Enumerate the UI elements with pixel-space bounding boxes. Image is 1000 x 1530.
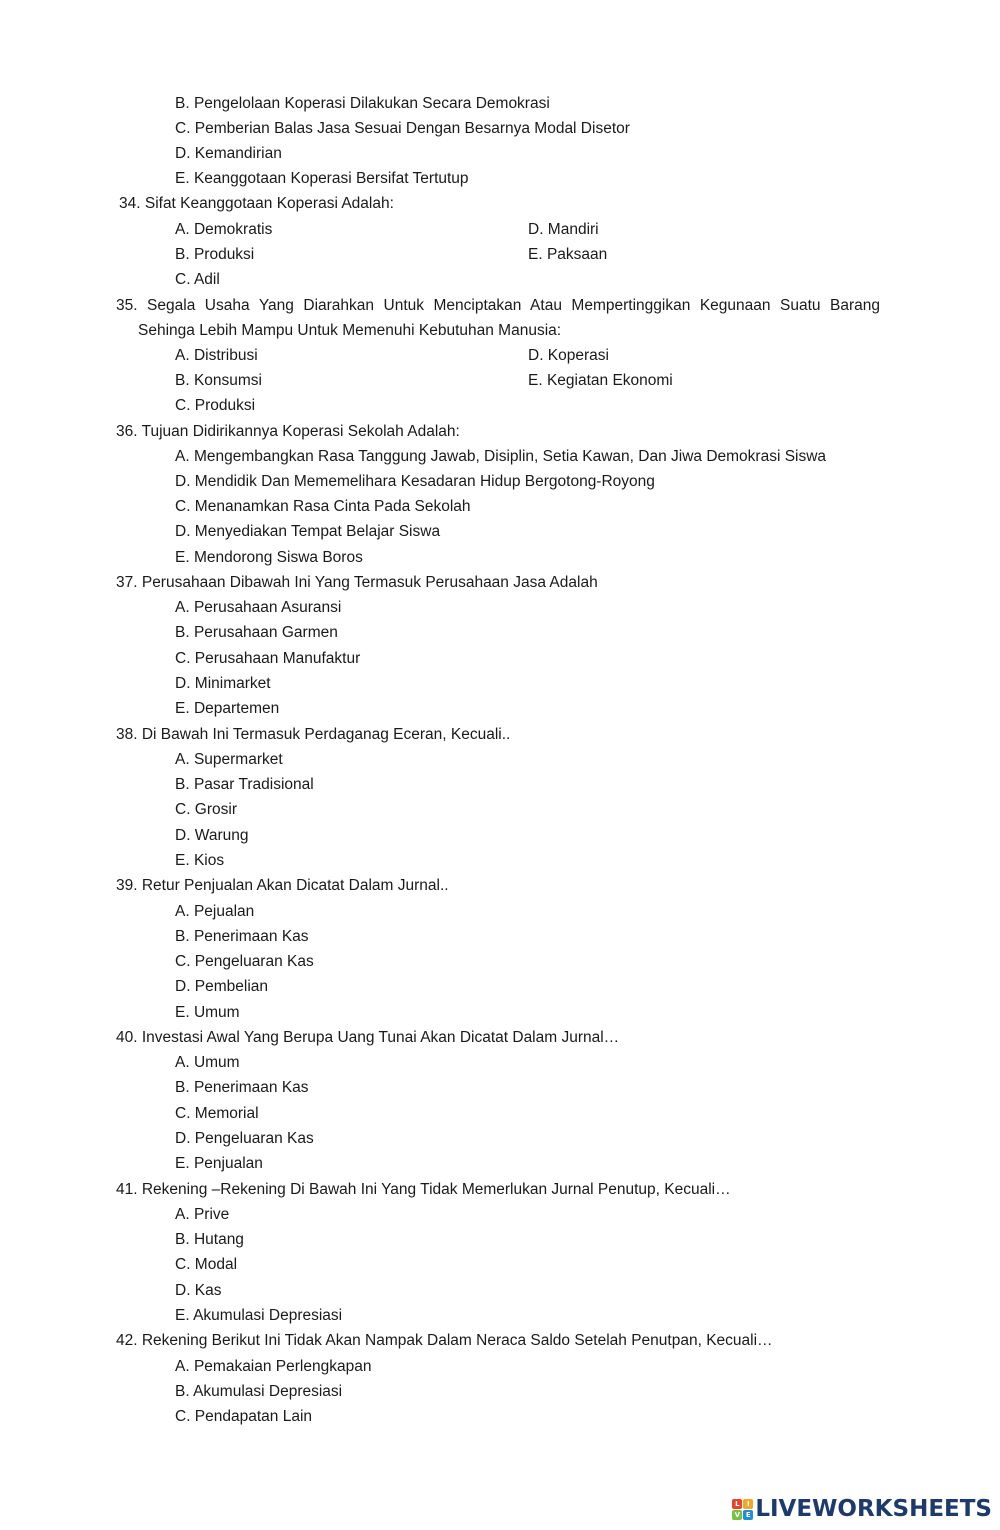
option-line: A. Supermarket (175, 751, 283, 768)
option-line: E. Umum (175, 1004, 240, 1021)
logo-mark-letter: E (743, 1510, 753, 1520)
option-line: A. Pejualan (175, 903, 255, 920)
option-line: E. Mendorong Siswa Boros (175, 549, 363, 566)
option-line: D. Minimarket (175, 675, 271, 692)
question-40: 40. Investasi Awal Yang Berupa Uang Tunai Akan Dicatat Dalam Jurnal… (116, 1029, 620, 1046)
option-line: D. Warung (175, 827, 249, 844)
option-line: A. Umum (175, 1054, 240, 1071)
option-line: A. Distribusi (175, 347, 258, 364)
option-line: A. Prive (175, 1206, 230, 1223)
liveworksheets-logo-icon (732, 1499, 753, 1520)
option-line: C. Grosir (175, 801, 237, 818)
option-line: A. Mengembangkan Rasa Tanggung Jawab, Disiplin, Setia Kawan, Dan Jiwa Demokrasi Siswa (175, 448, 827, 465)
option-line: C. Adil (175, 271, 220, 288)
option-line: E. Penjualan (175, 1155, 263, 1172)
option-line: D. Koperasi (528, 347, 609, 364)
liveworksheets-logo-text: LIVEWORKSHEETS (755, 1496, 992, 1522)
option-line: C. Memorial (175, 1105, 259, 1122)
question-34: 34. Sifat Keanggotaan Koperasi Adalah: (119, 195, 394, 212)
option-line: B. Konsumsi (175, 372, 263, 389)
option-line: E. Akumulasi Depresiasi (175, 1307, 343, 1324)
option-line: D. Kemandirian (175, 145, 282, 162)
option-line: E. Departemen (175, 700, 280, 717)
question-35-continued: Sehinga Lebih Mampu Untuk Memenuhi Kebutuhan Manusia: (138, 322, 562, 339)
option-line: B. Penerimaan Kas (175, 1079, 309, 1096)
option-line: D. Mandiri (528, 221, 599, 238)
option-line: E. Kios (175, 852, 225, 869)
question-42: 42. Rekening Berikut Ini Tidak Akan Nampak Dalam Neraca Saldo Setelah Penutpan, Kecuali… (116, 1332, 773, 1349)
question-38: 38. Di Bawah Ini Termasuk Perdaganag Eceran, Kecuali.. (116, 726, 511, 743)
option-line: D. Pembelian (175, 978, 269, 995)
liveworksheets-logo[interactable] (732, 1496, 992, 1522)
option-line: D. Menyediakan Tempat Belajar Siswa (175, 523, 441, 540)
logo-mark-letter: V (732, 1510, 742, 1520)
option-line: D. Kas (175, 1282, 222, 1299)
option-line: B. Produksi (175, 246, 255, 263)
logo-mark-letter: I (743, 1499, 753, 1509)
option-line: C. Pemberian Balas Jasa Sesuai Dengan Besarnya Modal Disetor (175, 120, 630, 137)
option-line: B. Akumulasi Depresiasi (175, 1383, 343, 1400)
option-line: C. Produksi (175, 397, 256, 414)
option-line: E. Kegiatan Ekonomi (528, 372, 673, 389)
option-line: C. Modal (175, 1256, 238, 1273)
option-line: B. Pasar Tradisional (175, 776, 314, 793)
option-line: D. Mendidik Dan Mememelihara Kesadaran Hidup Bergotong-Royong (175, 473, 655, 490)
option-line: A. Pemakaian Perlengkapan (175, 1358, 372, 1375)
option-line: A. Demokratis (175, 221, 273, 238)
option-line: B. Pengelolaan Koperasi Dilakukan Secara Demokrasi (175, 95, 550, 112)
option-line: C. Menanamkan Rasa Cinta Pada Sekolah (175, 498, 471, 515)
question-36: 36. Tujuan Didirikannya Koperasi Sekolah Adalah: (116, 423, 460, 440)
option-line: E. Keanggotaan Koperasi Bersifat Tertutup (175, 170, 469, 187)
question-41: 41. Rekening –Rekening Di Bawah Ini Yang Tidak Memerlukan Jurnal Penutup, Kecuali… (116, 1181, 731, 1198)
option-line: C. Perusahaan Manufaktur (175, 650, 361, 667)
question-37: 37. Perusahaan Dibawah Ini Yang Termasuk Perusahaan Jasa Adalah (116, 574, 598, 591)
option-line: B. Penerimaan Kas (175, 928, 309, 945)
option-line: E. Paksaan (528, 246, 608, 263)
option-line: B. Hutang (175, 1231, 244, 1248)
option-line: D. Pengeluaran Kas (175, 1130, 314, 1147)
option-line: C. Pengeluaran Kas (175, 953, 314, 970)
question-39: 39. Retur Penjualan Akan Dicatat Dalam Jurnal.. (116, 877, 449, 894)
question-35: 35. Segala Usaha Yang Diarahkan Untuk Menciptakan Atau Mempertinggikan Kegunaan Suatu Barang (116, 297, 880, 314)
logo-mark-letter: L (732, 1499, 742, 1509)
option-line: C. Pendapatan Lain (175, 1408, 313, 1425)
option-line: B. Perusahaan Garmen (175, 624, 338, 641)
option-line: A. Perusahaan Asuransi (175, 599, 342, 616)
